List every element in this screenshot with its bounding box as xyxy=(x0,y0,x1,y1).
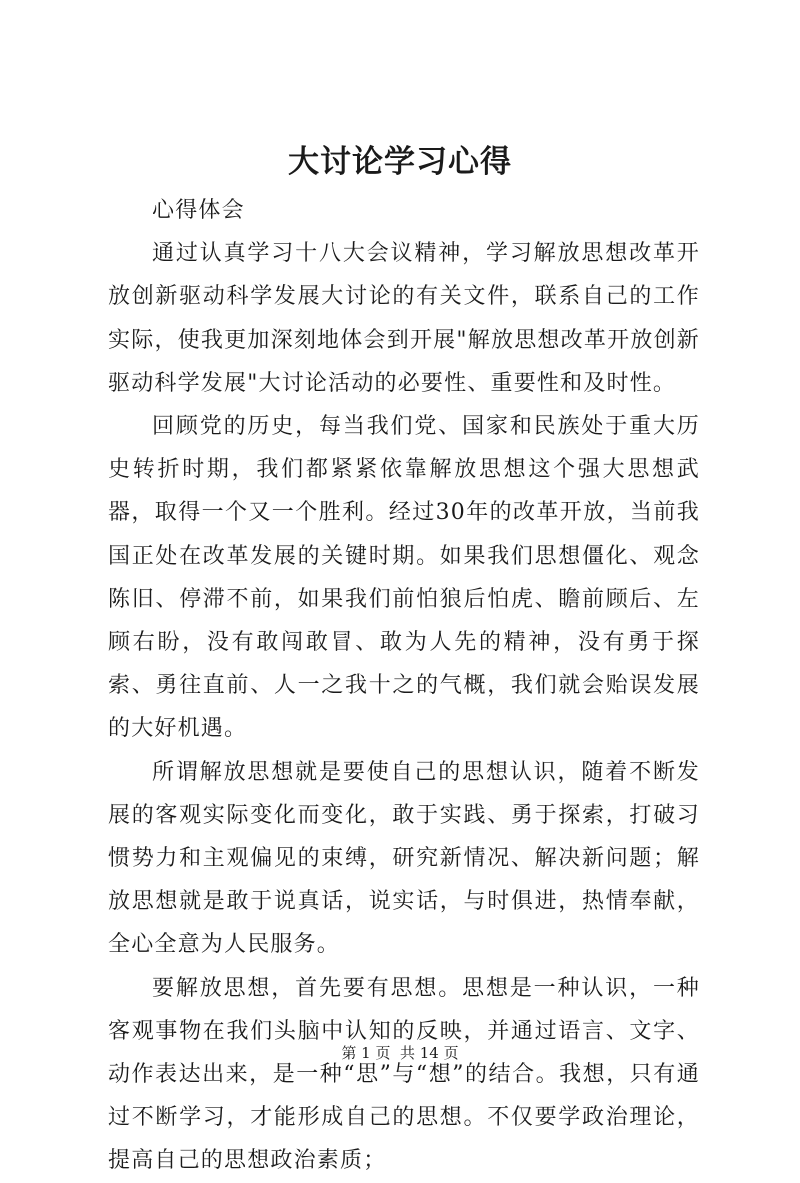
paragraph: 回顾党的历史，每当我们党、国家和民族处于重大历史转折时期，我们都紧紧依靠解放思想这个强大思想武器，取得一个又一个胜利。经过30年的改革开放，当前我国正处在改革发展的关键时期。如果我们思想僵化、观念陈旧、停滞不前，如果我们前怕狼后怕虎、瞻前顾后、左顾右盼，没有敢闯敢冒、敢为人先的精神，没有勇于探索、勇往直前、人一之我十之的气概，我们就会贻误发展的大好机遇。 xyxy=(108,414,700,742)
page-number: 第 1 页 共 14 页 xyxy=(341,1044,459,1062)
page-footer xyxy=(0,1043,800,1063)
paragraph: 所谓解放思想就是要使自己的思想认识，随着不断发展的客观实际变化而变化，敢于实践、勇于探索，打破习惯势力和主观偏见的束缚，研究新情况、解决新问题；解放思想就是敢于说真话，说实话，与时俱进，热情奉献，全心全意为人民服务。 xyxy=(108,759,700,958)
paragraph: 要解放思想，首先要有思想。思想是一种认识，一种客观事物在我们头脑中认知的反映，并通过语言、文字、动作表达出来，是一种“思”与“想”的结合。我想，只有通过不断学习，才能形成自己的思想。不仅要学政治理论，提高自己的思想政治素质； xyxy=(108,975,700,1174)
paragraph: 通过认真学习十八大会议精神，学习解放思想改革开放创新驱动科学发展大讨论的有关文件，联系自己的工作实际，使我更加深刻地体会到开展"解放思想改革开放创新驱动科学发展"大讨论活动的必要性、重要性和及时性。 xyxy=(108,241,700,396)
document-title: 大讨论学习心得 xyxy=(288,144,512,180)
paragraph-heading: 心得体会 xyxy=(152,198,245,223)
document-body xyxy=(108,189,700,1183)
